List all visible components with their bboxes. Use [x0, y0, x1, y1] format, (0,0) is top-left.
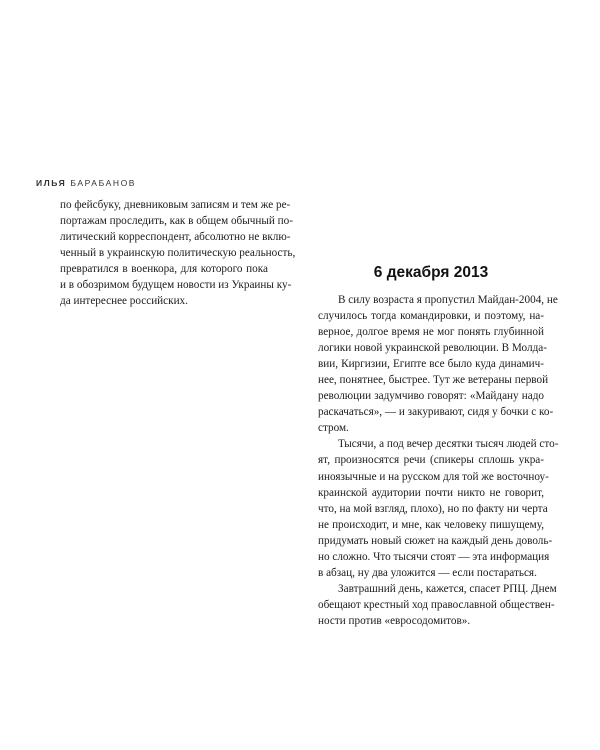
text-line: по фейсбуку, дневниковым записям и тем же ре- [60, 199, 291, 211]
text-line: краинской аудитории почти никто не говорит, [318, 486, 544, 499]
text-line: ченный в украинскую политическую реальность, [60, 247, 296, 260]
text-line: верное, долгое время не мог понять глубинной [318, 326, 544, 339]
text-line: В силу возраста я пропустил Майдан-2004, не [338, 294, 558, 306]
chapter-title: 6 декабря 2013 [373, 264, 489, 281]
text-line: но сложно. Что тысячи стоят — эта информация [318, 550, 550, 563]
text-line: логики новой украинской революции. В Молда- [318, 342, 547, 355]
text-line: в абзац, ну два уложится — если постараться. [318, 566, 537, 579]
text-line: портажам проследить, как в общем обычный по- [60, 215, 293, 228]
text-line: ят, произносятся речи (спикеры сплошь укра- [318, 454, 544, 467]
text-line: случилось тогда командировки, и поэтому, на- [318, 310, 544, 323]
text-line: революции задумчиво говорят: «Майдану надо [318, 390, 544, 403]
text-line: нее, понятнее, быстрее. Тут же ветераны первой [318, 374, 549, 387]
running-head-author-first: ИЛЬЯ [36, 178, 67, 188]
text-line: не происходит, и мне, как человеку пишущему, [318, 518, 544, 531]
paragraph-2 [318, 436, 559, 580]
text-line: придумать новый сюжет на каждый день доволь- [318, 534, 553, 547]
text-line: Тысячи, а под вечер десятки тысяч людей сто- [338, 438, 559, 451]
text-line: что, на мой взгляд, плохо), но по факту ни черта [318, 502, 548, 515]
running-head-author-last: БАРАБАНОВ [70, 178, 137, 188]
text-line: литический корреспондент, абсолютно не вклю- [60, 231, 291, 244]
text-line: обещают крестный ход православной обществен- [318, 598, 555, 611]
paragraph-1 [318, 292, 558, 436]
text-line: и в обозримом будущем новости из Украины ку- [60, 279, 292, 292]
text-line: вии, Киргизии, Египте все было куда динамич- [318, 358, 544, 371]
paragraph-3 [318, 581, 557, 629]
text-line: Завтрашний день, кажется, спасет РПЦ. Днем [338, 582, 557, 595]
text-line: раскачаться», — и закуривают, сидя у бочки с ко- [318, 406, 554, 419]
text-line: стром. [318, 422, 349, 435]
text-line: превратился в военкора, для которого пока [60, 263, 268, 276]
text-line: да интереснее российских. [60, 295, 188, 308]
left-paragraph [60, 197, 296, 309]
right-column-text [318, 292, 559, 629]
text-line: иноязычные и на русском для той же восточноу- [318, 470, 549, 483]
running-head [36, 178, 136, 188]
left-column-text [60, 197, 296, 309]
text-line: ности против «евросодомитов». [318, 614, 471, 627]
